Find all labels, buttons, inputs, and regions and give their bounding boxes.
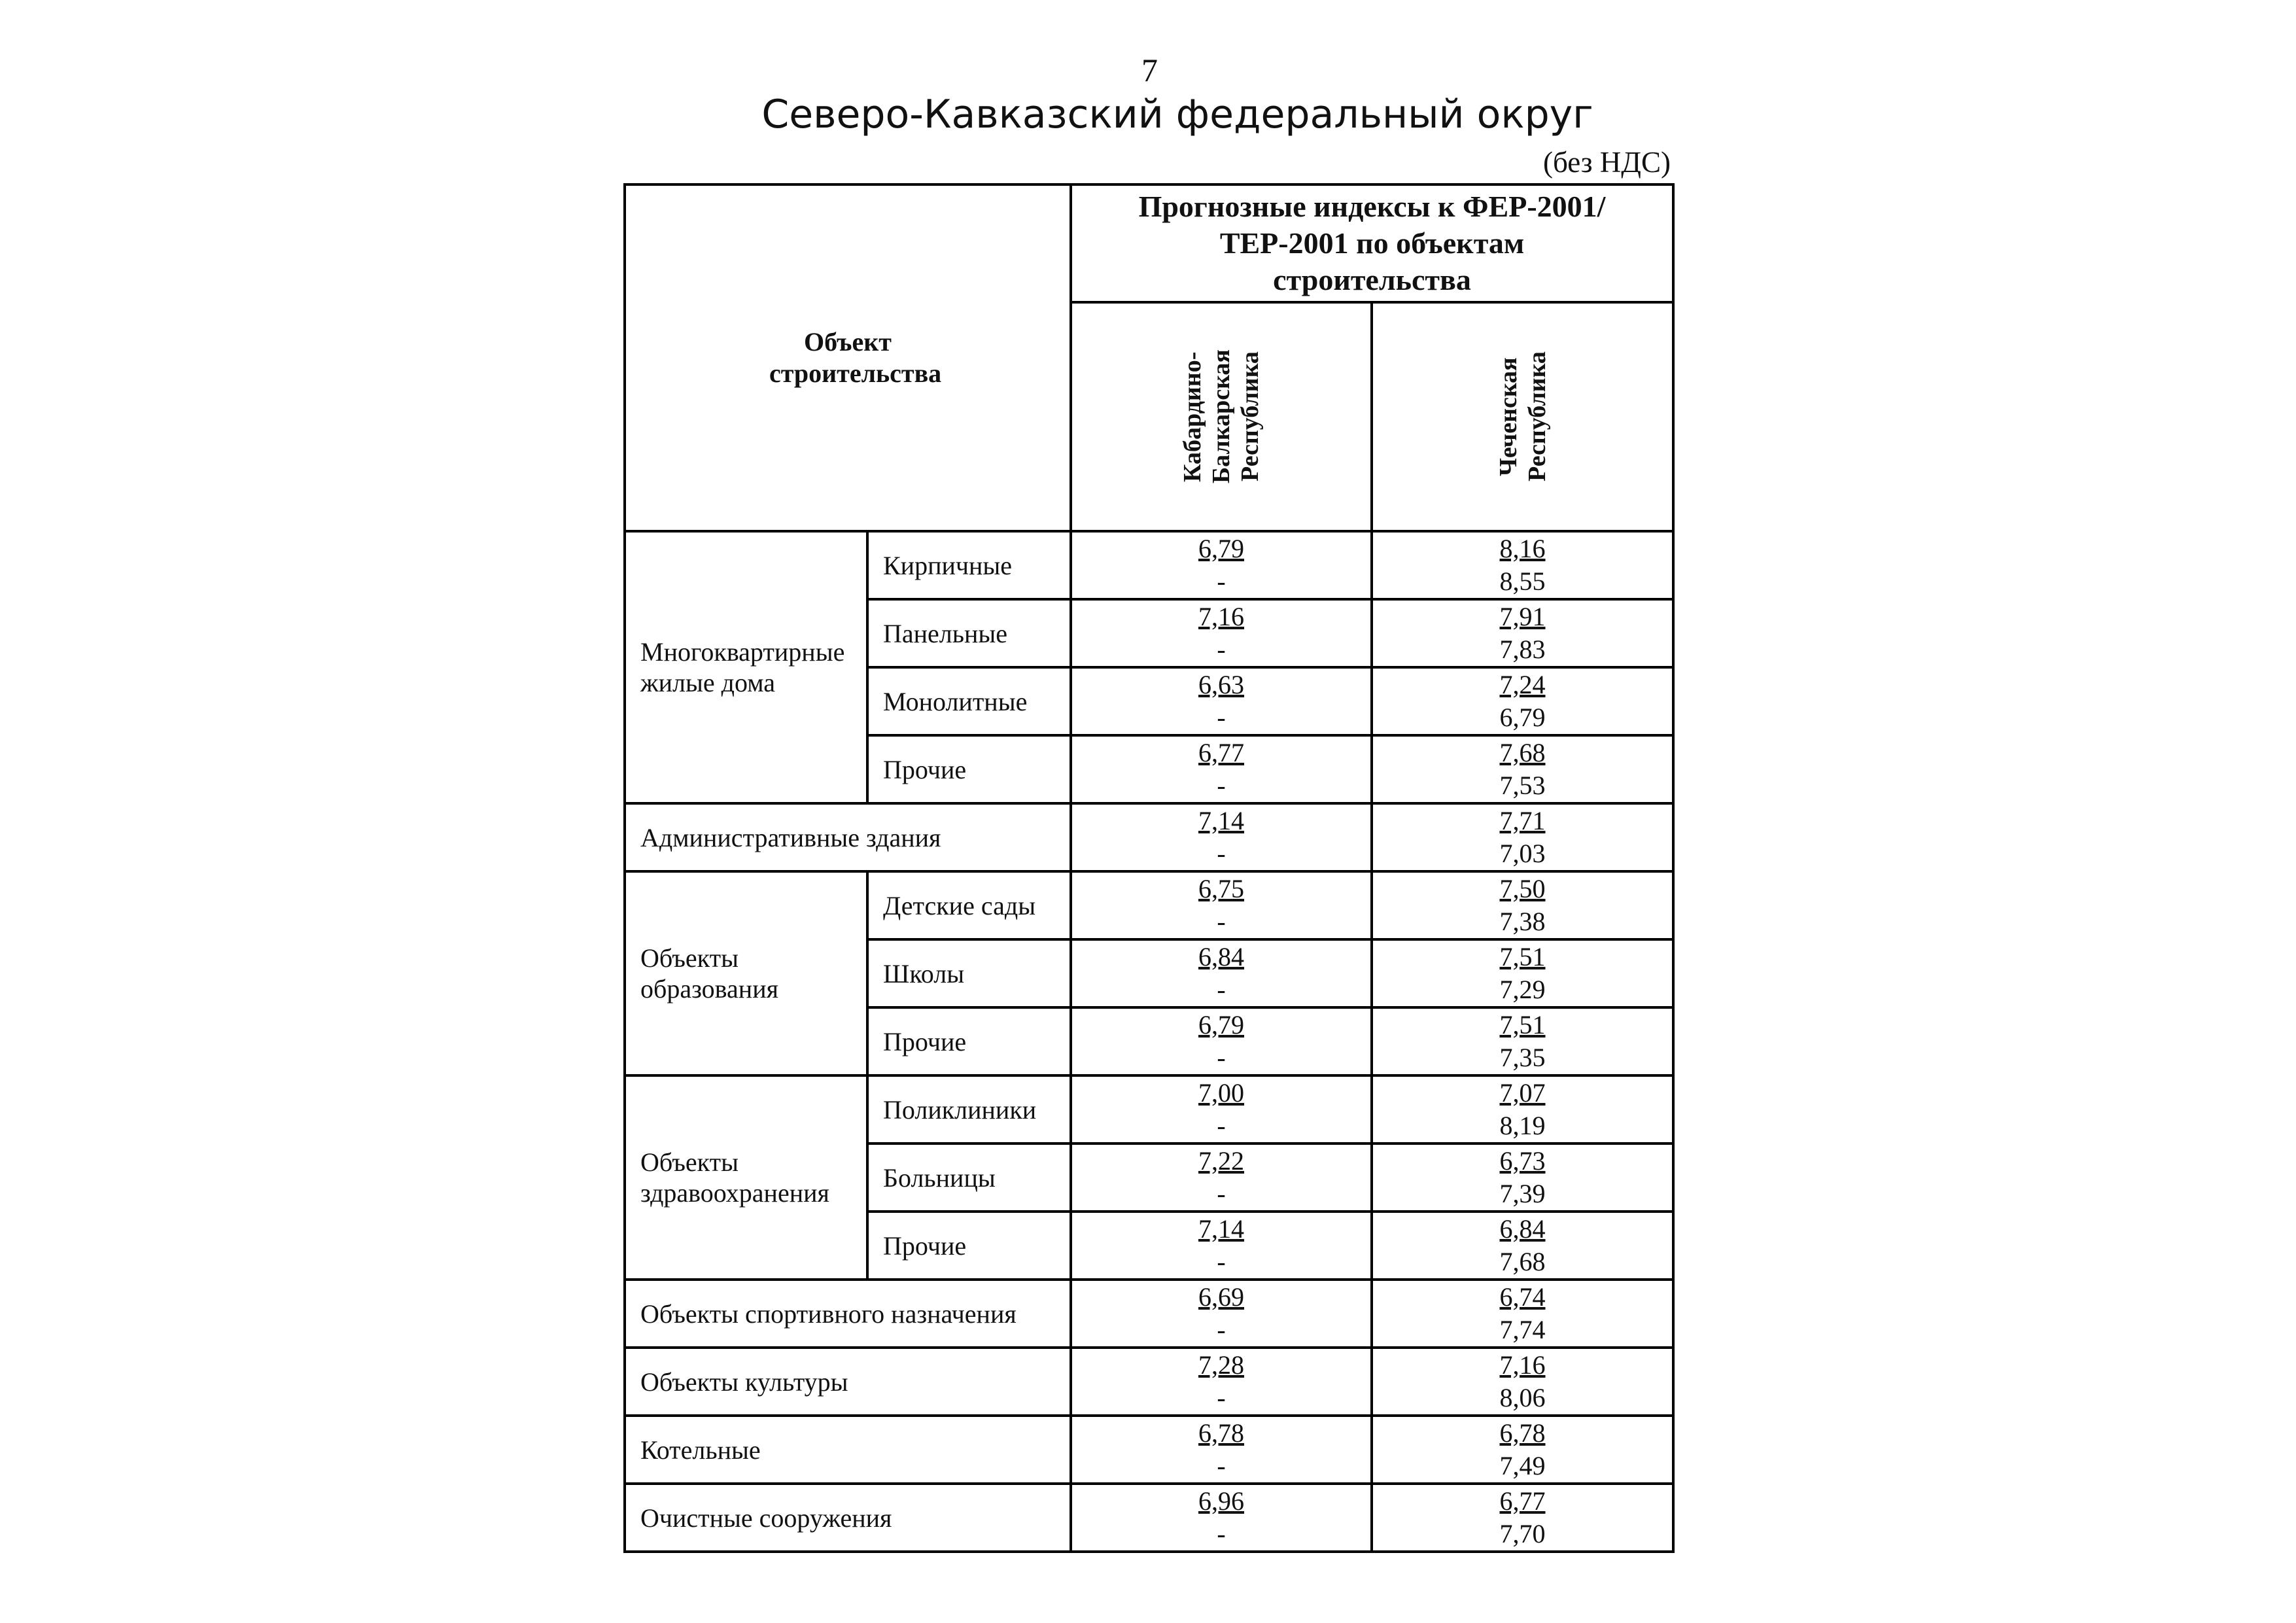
chr-value-bottom: 8,06 bbox=[1499, 1383, 1546, 1412]
chr-cell bbox=[1372, 599, 1673, 667]
kbr-value-top: 6,78 bbox=[1198, 1418, 1244, 1448]
page-number: 7 bbox=[1141, 52, 1158, 88]
table-row bbox=[625, 871, 1673, 939]
kbr-value-bottom: - bbox=[1217, 1043, 1226, 1072]
header-region-kbr-label: Кабардино-Балкарская Республика bbox=[1179, 349, 1264, 484]
kbr-cell bbox=[1071, 735, 1372, 803]
chr-value-bottom: 7,68 bbox=[1499, 1247, 1546, 1276]
table-row bbox=[625, 1280, 1673, 1348]
object-label: Очистные сооружения bbox=[625, 1484, 1071, 1552]
table-row bbox=[625, 531, 1673, 599]
chr-cell bbox=[1372, 1348, 1673, 1416]
kbr-cell bbox=[1071, 667, 1372, 735]
kbr-value-top: 6,79 bbox=[1198, 534, 1244, 563]
kbr-cell bbox=[1071, 1416, 1372, 1484]
kbr-value-top: 7,00 bbox=[1198, 1078, 1244, 1108]
kbr-value-bottom: - bbox=[1217, 1519, 1226, 1548]
kbr-value-top: 6,77 bbox=[1198, 738, 1244, 767]
header-object-label: Объект строительства bbox=[769, 327, 942, 388]
chr-value-bottom: 7,03 bbox=[1499, 839, 1546, 868]
chr-value-top: 6,84 bbox=[1499, 1214, 1546, 1244]
kbr-value-top: 6,63 bbox=[1198, 670, 1244, 699]
chr-value-bottom: 6,79 bbox=[1499, 703, 1546, 732]
kbr-value-bottom: - bbox=[1217, 703, 1226, 732]
chr-cell bbox=[1372, 1212, 1673, 1280]
subtype-label: Детские сады bbox=[867, 871, 1071, 939]
subtype-label: Школы bbox=[867, 939, 1071, 1007]
header-forecast-label: Прогнозные индексы к ФЕР-2001/ТЕР-2001 по объектам строительства bbox=[1138, 190, 1606, 296]
chr-cell bbox=[1372, 803, 1673, 871]
chr-value-top: 7,50 bbox=[1499, 874, 1546, 903]
kbr-value-bottom: - bbox=[1217, 907, 1226, 936]
chr-cell bbox=[1372, 1075, 1673, 1143]
chr-value-top: 7,07 bbox=[1499, 1078, 1546, 1108]
kbr-value-top: 7,22 bbox=[1198, 1146, 1244, 1176]
chr-value-bottom: 7,38 bbox=[1499, 907, 1546, 936]
chr-value-bottom: 7,39 bbox=[1499, 1179, 1546, 1208]
table-row bbox=[625, 803, 1673, 871]
kbr-value-top: 6,84 bbox=[1198, 942, 1244, 971]
object-label: Объекты спортивного назначения bbox=[625, 1280, 1071, 1348]
subtype-label: Кирпичные bbox=[867, 531, 1071, 599]
header-object bbox=[625, 184, 1071, 531]
kbr-value-bottom: - bbox=[1217, 567, 1226, 596]
kbr-value-bottom: - bbox=[1217, 839, 1226, 868]
kbr-cell bbox=[1071, 1280, 1372, 1348]
subtype-label: Прочие bbox=[867, 735, 1071, 803]
chr-value-top: 6,73 bbox=[1499, 1146, 1546, 1176]
kbr-value-top: 7,14 bbox=[1198, 1214, 1244, 1244]
object-label: Котельные bbox=[625, 1416, 1071, 1484]
kbr-cell bbox=[1071, 1484, 1372, 1552]
chr-value-top: 6,74 bbox=[1499, 1282, 1546, 1312]
chr-cell bbox=[1372, 735, 1673, 803]
kbr-cell bbox=[1071, 871, 1372, 939]
header-region-kbr bbox=[1071, 302, 1372, 531]
chr-value-bottom: 7,70 bbox=[1499, 1519, 1546, 1548]
kbr-cell bbox=[1071, 803, 1372, 871]
chr-value-bottom: 8,55 bbox=[1499, 567, 1546, 596]
page-title: Северо-Кавказский федеральный округ bbox=[761, 92, 1593, 137]
subtype-label: Больницы bbox=[867, 1143, 1071, 1212]
header-forecast bbox=[1071, 184, 1673, 302]
chr-cell bbox=[1372, 1484, 1673, 1552]
group-label: Объекты образования bbox=[625, 871, 867, 1075]
table-row bbox=[625, 1416, 1673, 1484]
kbr-value-top: 6,96 bbox=[1198, 1486, 1244, 1516]
kbr-value-top: 7,16 bbox=[1198, 602, 1244, 631]
kbr-value-top: 7,14 bbox=[1198, 806, 1244, 835]
chr-value-bottom: 7,49 bbox=[1499, 1451, 1546, 1480]
group-label: Объекты здравоохранения bbox=[625, 1075, 867, 1280]
header-region-chechnya-label: Чеченская Республика bbox=[1494, 351, 1551, 482]
chr-value-top: 7,91 bbox=[1499, 602, 1546, 631]
chr-value-bottom: 7,83 bbox=[1499, 635, 1546, 664]
object-label: Административные здания bbox=[625, 803, 1071, 871]
chr-cell bbox=[1372, 667, 1673, 735]
chr-cell bbox=[1372, 1007, 1673, 1075]
kbr-value-bottom: - bbox=[1217, 1111, 1226, 1140]
table-row bbox=[625, 1484, 1673, 1552]
kbr-cell bbox=[1071, 1143, 1372, 1212]
subtype-label: Монолитные bbox=[867, 667, 1071, 735]
group-label: Многоквартирные жилые дома bbox=[625, 531, 867, 803]
kbr-value-bottom: - bbox=[1217, 1383, 1226, 1412]
kbr-value-bottom: - bbox=[1217, 771, 1226, 800]
kbr-value-bottom: - bbox=[1217, 1451, 1226, 1480]
kbr-cell bbox=[1071, 1075, 1372, 1143]
subtype-label: Поликлиники bbox=[867, 1075, 1071, 1143]
subtype-label: Панельные bbox=[867, 599, 1071, 667]
kbr-cell bbox=[1071, 939, 1372, 1007]
chr-value-bottom: 7,35 bbox=[1499, 1043, 1546, 1072]
object-label: Объекты культуры bbox=[625, 1348, 1071, 1416]
kbr-cell bbox=[1071, 531, 1372, 599]
chr-value-bottom: 7,29 bbox=[1499, 975, 1546, 1004]
chr-value-top: 7,51 bbox=[1499, 942, 1546, 971]
chr-value-bottom: 7,53 bbox=[1499, 771, 1546, 800]
kbr-cell bbox=[1071, 599, 1372, 667]
kbr-cell bbox=[1071, 1007, 1372, 1075]
header-region-chechnya bbox=[1372, 302, 1673, 531]
table-row bbox=[625, 1075, 1673, 1143]
chr-value-top: 6,77 bbox=[1499, 1486, 1546, 1516]
chr-value-bottom: 7,74 bbox=[1499, 1315, 1546, 1344]
table-row bbox=[625, 1348, 1673, 1416]
chr-value-top: 7,71 bbox=[1499, 806, 1546, 835]
chr-value-top: 7,16 bbox=[1499, 1350, 1546, 1380]
kbr-value-top: 7,28 bbox=[1198, 1350, 1244, 1380]
chr-value-top: 7,68 bbox=[1499, 738, 1546, 767]
subtype-label: Прочие bbox=[867, 1212, 1071, 1280]
kbr-value-top: 6,69 bbox=[1198, 1282, 1244, 1312]
kbr-value-bottom: - bbox=[1217, 975, 1226, 1004]
kbr-value-bottom: - bbox=[1217, 635, 1226, 664]
index-table bbox=[623, 183, 1675, 1553]
kbr-value-top: 6,75 bbox=[1198, 874, 1244, 903]
kbr-cell bbox=[1071, 1212, 1372, 1280]
kbr-value-bottom: - bbox=[1217, 1179, 1226, 1208]
chr-cell bbox=[1372, 939, 1673, 1007]
chr-value-top: 7,24 bbox=[1499, 670, 1546, 699]
chr-value-bottom: 8,19 bbox=[1499, 1111, 1546, 1140]
kbr-value-top: 6,79 bbox=[1198, 1010, 1244, 1039]
kbr-value-bottom: - bbox=[1217, 1315, 1226, 1344]
chr-cell bbox=[1372, 1416, 1673, 1484]
subtype-label: Прочие bbox=[867, 1007, 1071, 1075]
vat-note: (без НДС) bbox=[1542, 146, 1671, 179]
kbr-cell bbox=[1071, 1348, 1372, 1416]
chr-cell bbox=[1372, 1143, 1673, 1212]
chr-value-top: 8,16 bbox=[1499, 534, 1546, 563]
chr-cell bbox=[1372, 531, 1673, 599]
kbr-value-bottom: - bbox=[1217, 1247, 1226, 1276]
chr-value-top: 6,78 bbox=[1499, 1418, 1546, 1448]
chr-cell bbox=[1372, 1280, 1673, 1348]
chr-cell bbox=[1372, 871, 1673, 939]
chr-value-top: 7,51 bbox=[1499, 1010, 1546, 1039]
